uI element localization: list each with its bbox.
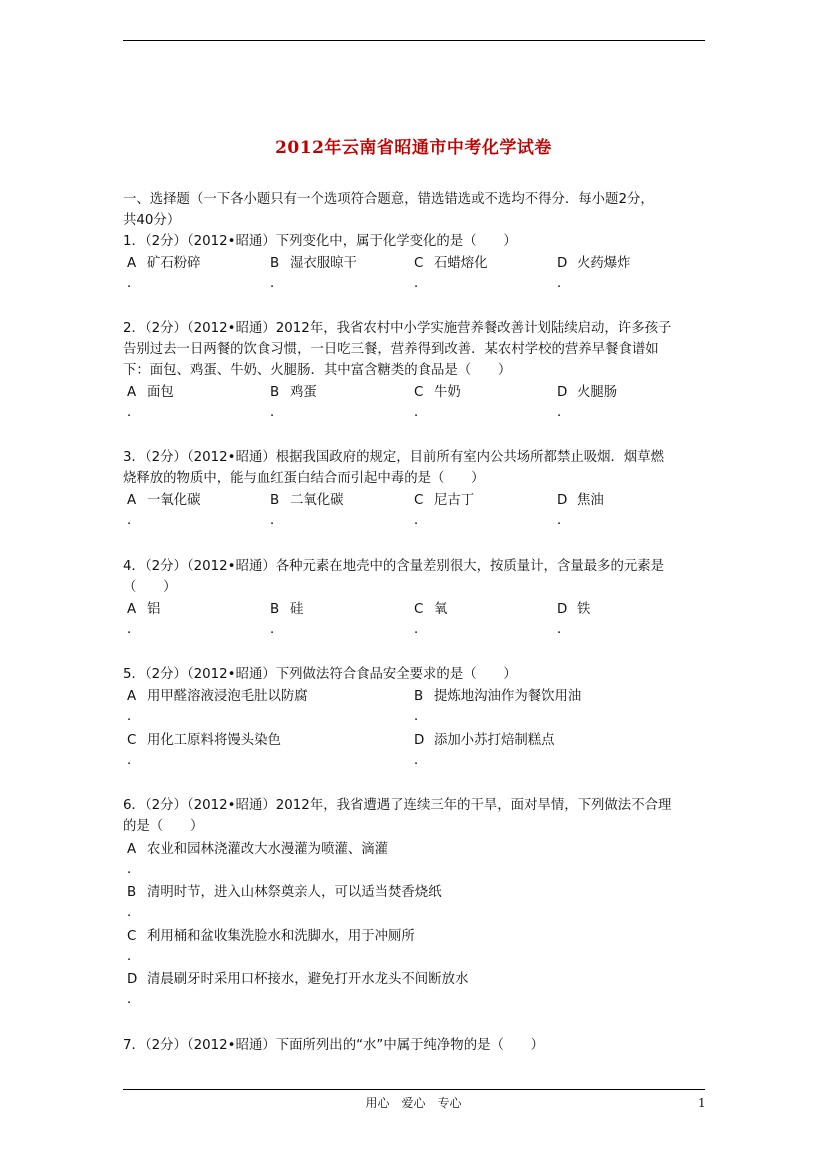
option-dot: ． xyxy=(127,862,141,877)
question-4-option-a: A 铝 xyxy=(127,602,161,617)
question-2-option-d: D 火腿肠 xyxy=(557,385,618,400)
footer-rule xyxy=(123,1089,705,1090)
option-dot: ． xyxy=(127,276,141,291)
option-dot: ． xyxy=(557,513,571,528)
question-6-option-c: C 利用桶和盆收集洗脸水和洗脚水，用于冲厕所 xyxy=(127,929,415,944)
option-dot: ． xyxy=(270,405,284,420)
question-2-stem-line-2: 告别过去一日两餐的饮食习惯，一日吃三餐，营养得到改善．某农村学校的营养早餐食谱如 xyxy=(123,342,659,357)
option-dot: ． xyxy=(127,513,141,528)
question-5-stem: 5．（2分）（2012•昭通）下列做法符合食品安全要求的是（ ） xyxy=(123,667,517,682)
question-3-option-b: B 二氧化碳 xyxy=(270,493,344,508)
question-2-option-c: C 牛奶 xyxy=(414,385,461,400)
question-4-option-d: D 铁 xyxy=(557,602,591,617)
question-2-stem-line-1: 2．（2分）（2012•昭通）2012年，我省农村中小学实施营养餐改善计划陆续启动，许多孩子 xyxy=(123,321,672,336)
question-6-option-b: B 清明时节，进入山林祭奠亲人，可以适当焚香烧纸 xyxy=(127,885,442,900)
option-dot: ． xyxy=(414,622,428,637)
question-4-stem-line-2: （ ） xyxy=(123,580,177,595)
question-6-option-a: A 农业和园林浇灌改大水漫灌为喷灌、滴灌 xyxy=(127,842,389,857)
option-dot: ． xyxy=(127,405,141,420)
question-2-stem-line-3: 下：面包、鸡蛋、牛奶、火腿肠．其中富含糖类的食品是（ ） xyxy=(123,363,512,378)
question-3-option-d: D 焦油 xyxy=(557,493,604,508)
option-dot: ． xyxy=(414,709,428,724)
option-dot: ． xyxy=(127,992,141,1007)
question-1-option-a: A 矿石粉碎 xyxy=(127,256,201,271)
option-dot: ． xyxy=(270,513,284,528)
question-1-stem: 1．（2分）（2012•昭通）下列变化中，属于化学变化的是（ ） xyxy=(123,234,517,249)
header-rule xyxy=(123,40,705,41)
question-5-option-a: A 用甲醛溶液浸泡毛肚以防腐 xyxy=(127,689,308,704)
question-3-stem-line-2: 烧释放的物质中，能与血红蛋白结合而引起中毒的是（ ） xyxy=(123,471,485,486)
option-dot: ． xyxy=(414,753,428,768)
option-dot: ． xyxy=(414,513,428,528)
question-2-option-a: A 面包 xyxy=(127,385,174,400)
question-6-stem-line-2: 的是（ ） xyxy=(123,819,204,834)
option-dot: ． xyxy=(557,622,571,637)
option-dot: ． xyxy=(127,905,141,920)
question-2-option-b: B 鸡蛋 xyxy=(270,385,317,400)
section-heading-line-1: 一、选择题（一下各小题只有一个选项符合题意，错选错选或不选均不得分．每小题2分， xyxy=(123,192,654,207)
section-heading-line-2: 共40分） xyxy=(123,213,181,228)
page-title: 2012年云南省昭通市中考化学试卷 xyxy=(275,138,552,158)
option-dot: ． xyxy=(270,622,284,637)
question-3-stem-line-1: 3．（2分）（2012•昭通）根据我国政府的规定，目前所有室内公共场所都禁止吸烟．烟草燃 xyxy=(123,450,665,465)
question-4-stem-line-1: 4．（2分）（2012•昭通）各种元素在地壳中的含量差别很大，按质量计，含量最多的元素是 xyxy=(123,559,665,574)
option-dot: ． xyxy=(127,709,141,724)
question-4-option-b: B 硅 xyxy=(270,602,304,617)
question-4-option-c: C 氧 xyxy=(414,602,448,617)
option-dot: ． xyxy=(127,622,141,637)
option-dot: ． xyxy=(557,276,571,291)
question-5-option-b: B 提炼地沟油作为餐饮用油 xyxy=(414,689,582,704)
option-dot: ． xyxy=(127,949,141,964)
question-1-option-d: D 火药爆炸 xyxy=(557,256,631,271)
question-6-option-d: D 清晨刷牙时采用口杯接水，避免打开水龙头不间断放水 xyxy=(127,972,469,987)
question-3-option-c: C 尼古丁 xyxy=(414,493,475,508)
question-5-option-d: D 添加小苏打焙制糕点 xyxy=(414,733,555,748)
question-3-option-a: A 一氧化碳 xyxy=(127,493,201,508)
question-6-stem-line-1: 6．（2分）（2012•昭通）2012年，我省遭遇了连续三年的干旱，面对旱情，下列做法不合理 xyxy=(123,798,672,813)
question-1-option-b: B 湿衣服晾干 xyxy=(270,256,357,271)
footer-motto: 用心 爱心 专心 xyxy=(365,1096,462,1110)
question-1-option-c: C 石蜡熔化 xyxy=(414,256,488,271)
option-dot: ． xyxy=(127,753,141,768)
page-number: 1 xyxy=(698,1096,706,1110)
option-dot: ． xyxy=(414,405,428,420)
question-5-option-c: C 用化工原料将馒头染色 xyxy=(127,733,281,748)
question-7-stem: 7．（2分）（2012•昭通）下面所列出的“水”中属于纯净物的是（ ） xyxy=(123,1038,545,1053)
option-dot: ． xyxy=(270,276,284,291)
option-dot: ． xyxy=(414,276,428,291)
option-dot: ． xyxy=(557,405,571,420)
